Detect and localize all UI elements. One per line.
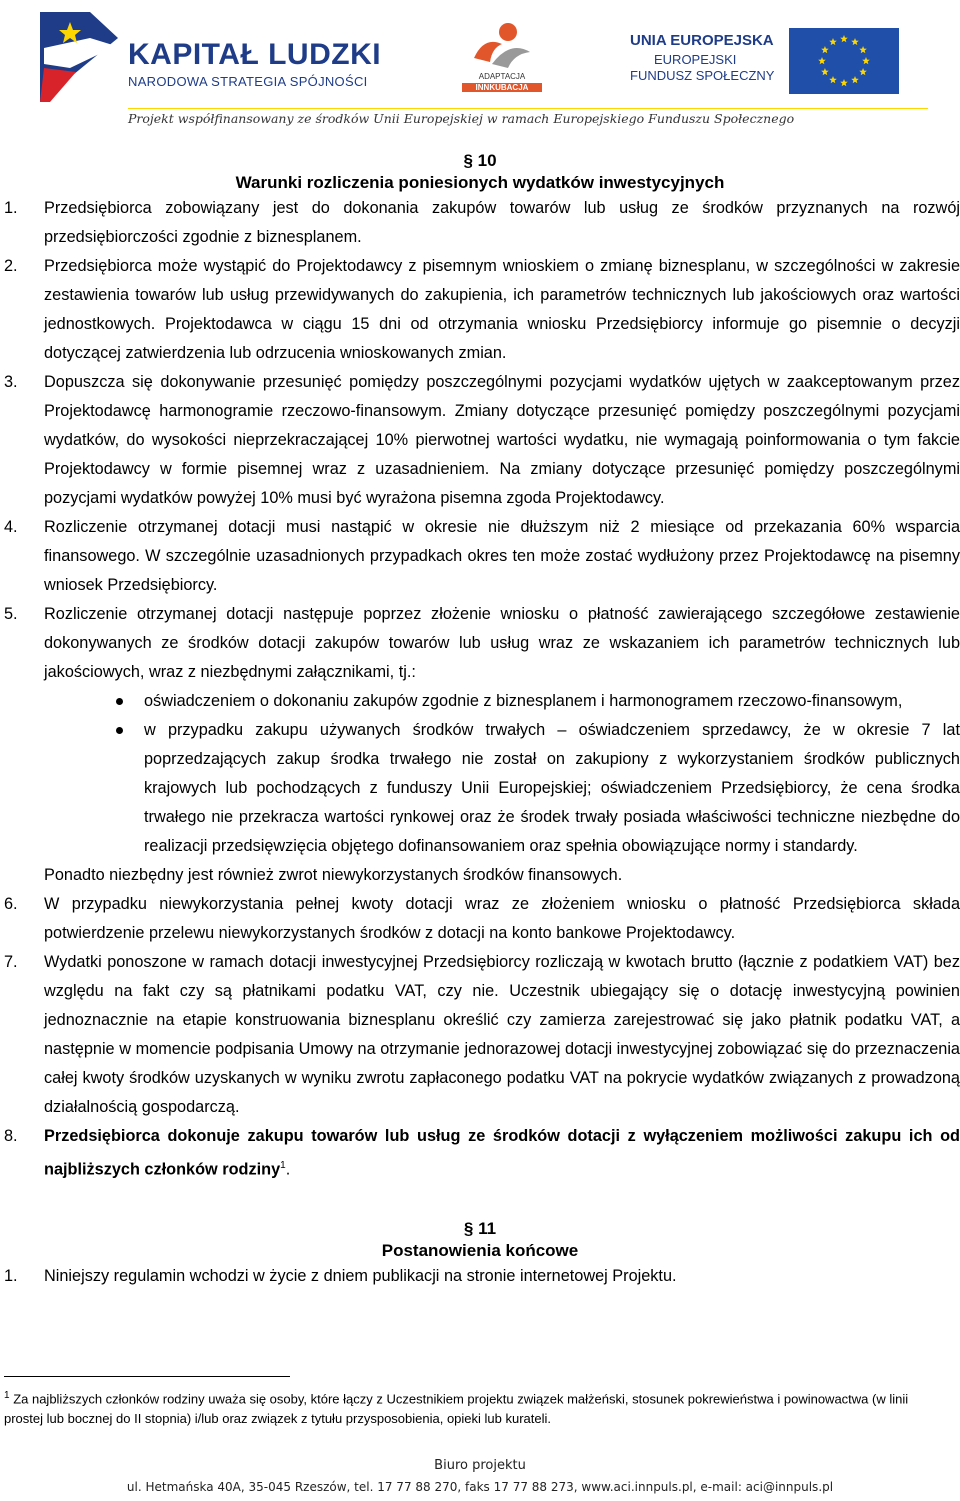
section-11-number: § 11 (463, 1219, 497, 1239)
page-header (0, 0, 960, 135)
list-item: 5. Rozliczenie otrzymanej dotacji następuje poprzez złożenie wniosku o płatność zawierającego szczegółowe zestawienie dokonywanych ze środków dotacji zakupów towarów lub usług wraz ze wskazaniem ich parametrów technicznych lub jakościowych, wraz z niezbędnymi załącznikami, tj.: oświadczeniem o dokonaniu zakupów zgodnie z biznesplanem i harmonogramem rzeczowo-finansowym, w przypadku zakupu używanych środków trwałych – oświadczeniem sprzedawcy, że w okresie 7 lat poprzedzających zakup środka trwałego nie został on zakupiony z wykorzystaniem środków publicznych krajowych lub pochodzących z funduszy Unii Europejskiej; oświadczeniem Przedsiębiorcy, że cena środka trwałego nie przekracza wartości rynkowej oraz że środek trwały posiada właściwości techniczne niezbędne do realizacji przedsięwzięcia objętego dofinansowaniem oraz spełnia obowiązujące normy i standardy. Ponadto niezbędny jest również zwrot niewykorzystanych środków finansowych. (0, 600, 960, 890)
section-10-title: Warunki rozliczenia poniesionych wydatków inwestycyjnych (235, 173, 725, 192)
section-10-number: § 10 (463, 151, 497, 170)
bullet-icon (116, 727, 123, 734)
list-item: 3. Dopuszcza się dokonywanie przesunięć pomiędzy poszczególnymi pozycjami wydatków ujętych w zaakceptowanym przez Projektodawcę harmonogramie rzeczowo-finansowym. Zmiany dotyczące przesunięć pomiędzy poszczególnymi pozycjami wydatków, do wysokości nieprzekraczającej 10% pierwotnej wartości wydatku, nie wymagają poinformowania o tym fakcie Projektodawcy w formie pisemnej wraz z uzasadnieniem. Na zmiany dotyczące przesunięć pomiędzy poszczególnymi pozycjami wydatków powyżej 10% musi być wyrażona pisemna zgoda Projektodawcy. (4, 373, 960, 507)
bullet-item: w przypadku zakupu używanych środków trwałych – oświadczeniem sprzedawcy, że w okresie 7 lat poprzedzających zakup środka trwałego nie został on zakupiony z wykorzystaniem środków publicznych krajowych lub pochodzących z funduszy Unii Europejskiej; oświadczeniem Przedsiębiorcy, że cena środka trwałego nie przekracza wartości rynkowej oraz że środek trwały posiada właściwości techniczne niezbędne do realizacji przedsięwzięcia objętego dofinansowaniem oraz spełnia obowiązujące normy i standardy. (44, 716, 960, 861)
bullet-item: oświadczeniem o dokonaniu zakupów zgodnie z biznesplanem i harmonogramem rzeczowo-finansowym, (44, 687, 960, 716)
header-divider (128, 108, 928, 109)
section-11-title: Postanowienia końcowe (381, 1241, 579, 1261)
cofinance-note: Projekt współfinansowany ze środków Unii Europejskiej w ramach Europejskiego Funduszu Społecznego (128, 111, 795, 126)
footnote: $^1$ Za najbliższych członków rodziny uważa się osoby, które łączy z Uczestnikiem projektu związek małżeński, stosunek pokrewieństwa i powinowactwa (w linii prostej lub bocznej do II stopnia) i/lub oraz związek z tytułu przysposobienia, opieki lub kurateli. (4, 1390, 909, 1427)
kapital-ludzki-logo-icon (30, 8, 122, 106)
ue-subtitle-1: EUROPEJSKI (654, 52, 737, 67)
kapital-ludzki-title: KAPITAŁ LUDZKI (128, 38, 382, 71)
section-10-list (0, 194, 960, 1184)
list-item: 1. Niniejszy regulamin wchodzi w życie z dniem publikacji na stronie internetowej Projektu. (4, 1267, 677, 1286)
innkubacja-text: INNKUBACJA (462, 83, 542, 92)
kapital-ludzki-subtitle: NARODOWA STRATEGIA SPÓJNOŚCI (128, 74, 368, 89)
attachments-list (44, 687, 960, 861)
ue-subtitle-2: FUNDUSZ SPOŁECZNY (630, 68, 775, 83)
adaptacja-logo-icon (462, 18, 542, 72)
document-body (0, 150, 960, 1291)
footer-office: Biuro projektu (434, 1458, 526, 1473)
list-item: 8. Przedsiębiorca dokonuje zakupu towarów lub usług ze środków dotacji z wyłączeniem możliwości zakupu ich od najbliższych członków rodziny$^1$. (4, 1127, 960, 1179)
footnote-divider (4, 1376, 290, 1377)
adaptacja-text: ADAPTACJA (462, 72, 542, 81)
item-5-note: Ponadto niezbędny jest również zwrot niewykorzystanych środków finansowych. (44, 866, 623, 884)
bullet-icon (116, 698, 123, 705)
eu-flag-icon (789, 28, 899, 94)
list-item: 7. Wydatki ponoszone w ramach dotacji inwestycyjnej Przedsiębiorcy rozliczają w kwotach brutto (łącznie z podatkiem VAT) bez względu na fakt czy są płatnikami podatku VAT, czy nie. Uczestnik ubiegający się o dotację inwestycyjną powinien jednoznacznie na etapie konstruowania biznesplanu określić czy zamierza zarejestrować się jako płatnik podatku VAT, a następnie w momencie podpisania Umowy na otrzymanie jednorazowej dotacji inwestycyjnej zobowiązać się do przeznaczenia całej kwoty środków uzyskanych w wyniku zwrotu zapłaconego podatku VAT na pokrycie wydatków związanych z prowadzoną działalnością gospodarczą. (4, 953, 960, 1116)
list-item: 6. W przypadku niewykorzystania pełnej kwoty dotacji wraz ze złożeniem wniosku o płatność Przedsiębiorca składa potwierdzenie przelewu niewykorzystanych środków z dotacji na konto bankowe Projektodawcy. (4, 895, 960, 942)
list-item: 4. Rozliczenie otrzymanej dotacji musi nastąpić w okresie nie dłuższym niż 2 miesiące od przekazania 60% wsparcia finansowego. W szczególnie uzasadnionych przypadkach okres ten może zostać wydłużony przez Projektodawcę na pisemny wniosek Przedsiębiorcy. (4, 518, 960, 594)
footnote-ref[interactable]: 1 (280, 1160, 286, 1171)
section-11-list (0, 1262, 960, 1291)
list-item: 1. Przedsiębiorca zobowiązany jest do dokonania zakupów towarów lub usług ze środków przyznanych na rozwój przedsiębiorczości zgodnie z biznesplanem. (4, 199, 960, 246)
list-item: 2. Przedsiębiorca może wystąpić do Projektodawcy z pisemnym wnioskiem o zmianę biznesplanu, w szczególności w zakresie zestawienia towarów lub usług przewidywanych do zakupienia, ich parametrów technicznych lub jakościowych oraz wartości jednostkowych. Projektodawca w ciągu 15 dni od otrzymania wniosku Przedsiębiorcy informuje go pisemnie o decyzji dotyczącej zatwierdzenia lub odrzucenia wnioskowanych zmian. (4, 257, 960, 362)
footer-contact: ul. Hetmańska 40A, 35-045 Rzeszów, tel. 17 77 88 270, faks 17 77 88 273, www.aci.innpuls.pl, e-mail: aci@innpuls.pl (126, 1480, 834, 1494)
ue-title: UNIA EUROPEJSKA (630, 32, 774, 49)
